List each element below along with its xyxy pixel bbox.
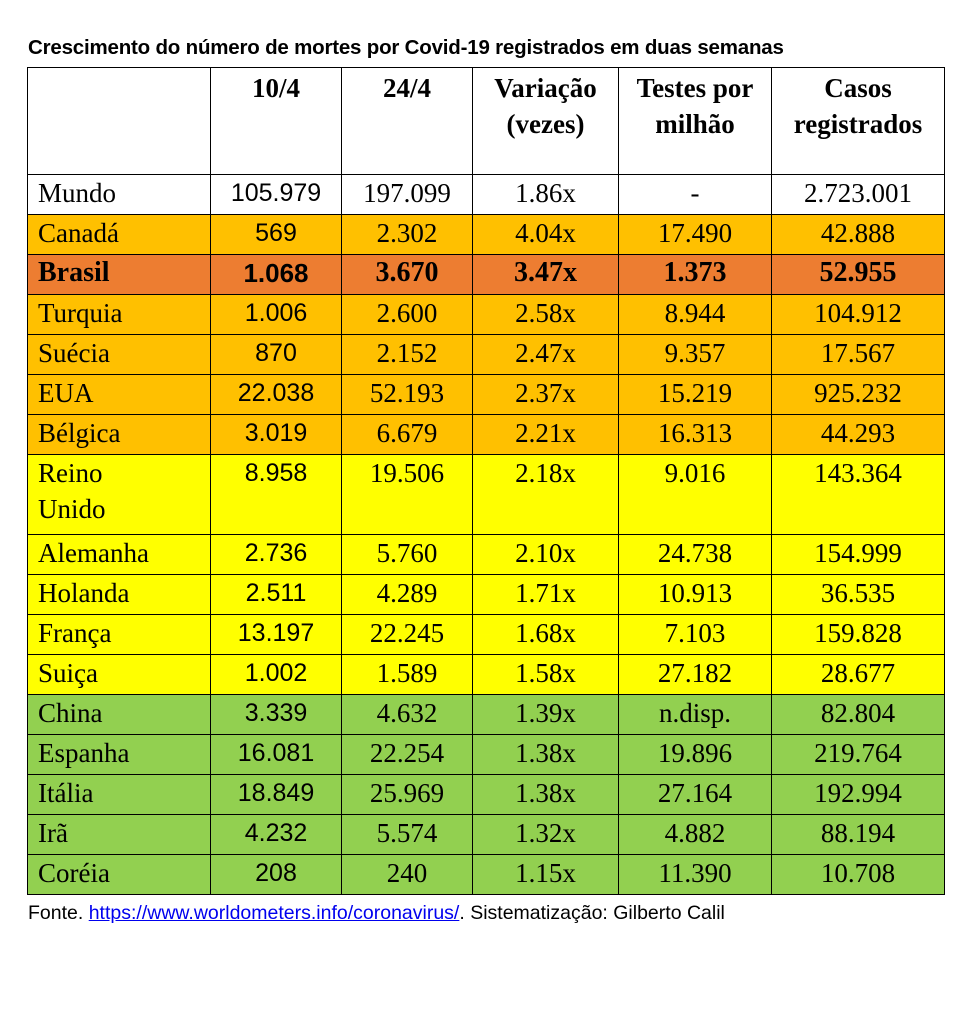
cell-country: Irã: [28, 815, 211, 855]
cell-variation: 2.21x: [473, 415, 619, 455]
cell-cases: 925.232: [772, 375, 945, 415]
cell-deaths-10-4: 13.197: [211, 615, 342, 655]
cell-cases: 44.293: [772, 415, 945, 455]
cell-tests-per-million: 1.373: [619, 255, 772, 295]
cell-variation: 1.68x: [473, 615, 619, 655]
cell-tests-per-million: -: [619, 175, 772, 215]
cell-deaths-10-4: 16.081: [211, 735, 342, 775]
table-row: [28, 695, 945, 735]
cell-deaths-24-4: 4.289: [342, 575, 473, 615]
cell-deaths-24-4: 5.760: [342, 535, 473, 575]
cell-country: Bélgica: [28, 415, 211, 455]
cell-deaths-24-4: 197.099: [342, 175, 473, 215]
cell-deaths-10-4: 3.339: [211, 695, 342, 735]
header-variation-text: Variação (vezes): [494, 73, 597, 139]
cell-deaths-10-4: 105.979: [211, 175, 342, 215]
cell-tests-per-million: 16.313: [619, 415, 772, 455]
cell-cases: 17.567: [772, 335, 945, 375]
table-row: [28, 815, 945, 855]
table-row: [28, 775, 945, 815]
table-row: [28, 455, 945, 535]
cell-deaths-10-4: 1.002: [211, 655, 342, 695]
cell-deaths-24-4: 19.506: [342, 455, 473, 535]
header-10-4: 10/4: [211, 68, 342, 175]
cell-variation: 1.15x: [473, 855, 619, 895]
cell-deaths-10-4: 8.958: [211, 455, 342, 535]
table-row: [28, 175, 945, 215]
source-prefix: Fonte.: [28, 902, 89, 924]
cell-deaths-24-4: 2.600: [342, 295, 473, 335]
cell-variation: 2.18x: [473, 455, 619, 535]
cell-country: Holanda: [28, 575, 211, 615]
cell-tests-per-million: 10.913: [619, 575, 772, 615]
table-row: [28, 535, 945, 575]
table-row: [28, 375, 945, 415]
cell-variation: 1.38x: [473, 775, 619, 815]
cell-tests-per-million: 15.219: [619, 375, 772, 415]
header-variation: [473, 68, 619, 175]
table-row: [28, 295, 945, 335]
cell-cases: 104.912: [772, 295, 945, 335]
cell-deaths-24-4: 25.969: [342, 775, 473, 815]
table-row: [28, 335, 945, 375]
cell-variation: 1.38x: [473, 735, 619, 775]
cell-cases: 82.804: [772, 695, 945, 735]
cell-country: Espanha: [28, 735, 211, 775]
cell-deaths-10-4: 1.068: [211, 255, 342, 295]
cell-tests-per-million: 17.490: [619, 215, 772, 255]
cell-country: Alemanha: [28, 535, 211, 575]
table-row: [28, 255, 945, 295]
cell-variation: 2.58x: [473, 295, 619, 335]
table-row: [28, 215, 945, 255]
cell-country: Canadá: [28, 215, 211, 255]
cell-deaths-10-4: 870: [211, 335, 342, 375]
source-note: [28, 902, 725, 925]
header-24-4: 24/4: [342, 68, 473, 175]
cell-tests-per-million: 8.944: [619, 295, 772, 335]
cell-tests-per-million: 9.357: [619, 335, 772, 375]
cell-deaths-10-4: 18.849: [211, 775, 342, 815]
header-tests-text: Testes por milhão: [636, 73, 754, 139]
cell-country: Suiça: [28, 655, 211, 695]
cell-country: Coréia: [28, 855, 211, 895]
header-country: [28, 68, 211, 175]
cell-deaths-10-4: 569: [211, 215, 342, 255]
cell-deaths-24-4: 1.589: [342, 655, 473, 695]
cell-variation: 1.86x: [473, 175, 619, 215]
cell-deaths-10-4: 2.511: [211, 575, 342, 615]
cell-country: França: [28, 615, 211, 655]
table-body: [28, 175, 945, 895]
cell-variation: 4.04x: [473, 215, 619, 255]
cell-deaths-24-4: 6.679: [342, 415, 473, 455]
cell-tests-per-million: 27.182: [619, 655, 772, 695]
cell-cases: 52.955: [772, 255, 945, 295]
cell-tests-per-million: 7.103: [619, 615, 772, 655]
cell-variation: 3.47x: [473, 255, 619, 295]
cell-cases: 143.364: [772, 455, 945, 535]
cell-tests-per-million: 4.882: [619, 815, 772, 855]
cell-variation: 1.58x: [473, 655, 619, 695]
cell-country: Reino Unido: [28, 455, 211, 535]
cell-deaths-10-4: 208: [211, 855, 342, 895]
cell-cases: 192.994: [772, 775, 945, 815]
cell-deaths-24-4: 22.245: [342, 615, 473, 655]
cell-deaths-24-4: 22.254: [342, 735, 473, 775]
header-cases: [772, 68, 945, 175]
cell-deaths-10-4: 3.019: [211, 415, 342, 455]
cell-deaths-24-4: 240: [342, 855, 473, 895]
cell-cases: 10.708: [772, 855, 945, 895]
header-cases-text: Casos registrados: [793, 73, 923, 139]
cell-deaths-24-4: 5.574: [342, 815, 473, 855]
cell-deaths-24-4: 2.302: [342, 215, 473, 255]
cell-deaths-24-4: 2.152: [342, 335, 473, 375]
table-row: [28, 575, 945, 615]
cell-country: Mundo: [28, 175, 211, 215]
cell-deaths-24-4: 52.193: [342, 375, 473, 415]
page-title: Crescimento do número de mortes por Covid-19 registrados em duas semanas: [28, 36, 784, 59]
cell-tests-per-million: 27.164: [619, 775, 772, 815]
cell-tests-per-million: 19.896: [619, 735, 772, 775]
cell-variation: 1.71x: [473, 575, 619, 615]
table-row: [28, 855, 945, 895]
cell-country: Suécia: [28, 335, 211, 375]
cell-country: EUA: [28, 375, 211, 415]
cell-deaths-10-4: 4.232: [211, 815, 342, 855]
header-tests: [619, 68, 772, 175]
source-suffix: . Sistematização: Gilberto Calil: [459, 902, 725, 924]
cell-cases: 2.723.001: [772, 175, 945, 215]
cell-country: Itália: [28, 775, 211, 815]
cell-deaths-24-4: 4.632: [342, 695, 473, 735]
cell-tests-per-million: 11.390: [619, 855, 772, 895]
cell-variation: 2.47x: [473, 335, 619, 375]
cell-cases: 88.194: [772, 815, 945, 855]
cell-cases: 36.535: [772, 575, 945, 615]
covid-deaths-table: [27, 67, 945, 895]
source-link[interactable]: https://www.worldometers.info/coronavirus/: [88, 902, 460, 924]
cell-deaths-10-4: 22.038: [211, 375, 342, 415]
cell-variation: 1.39x: [473, 695, 619, 735]
cell-cases: 219.764: [772, 735, 945, 775]
header-row: [28, 68, 945, 175]
cell-variation: 2.10x: [473, 535, 619, 575]
table-row: [28, 735, 945, 775]
cell-cases: 154.999: [772, 535, 945, 575]
cell-deaths-10-4: 1.006: [211, 295, 342, 335]
cell-variation: 2.37x: [473, 375, 619, 415]
cell-tests-per-million: 9.016: [619, 455, 772, 535]
cell-country: Turquia: [28, 295, 211, 335]
cell-cases: 42.888: [772, 215, 945, 255]
cell-cases: 28.677: [772, 655, 945, 695]
table-row: [28, 415, 945, 455]
cell-deaths-10-4: 2.736: [211, 535, 342, 575]
cell-country: China: [28, 695, 211, 735]
cell-tests-per-million: 24.738: [619, 535, 772, 575]
table-row: [28, 615, 945, 655]
cell-tests-per-million: n.disp.: [619, 695, 772, 735]
cell-deaths-24-4: 3.670: [342, 255, 473, 295]
cell-cases: 159.828: [772, 615, 945, 655]
cell-variation: 1.32x: [473, 815, 619, 855]
table-row: [28, 655, 945, 695]
cell-country: Brasil: [28, 255, 211, 295]
